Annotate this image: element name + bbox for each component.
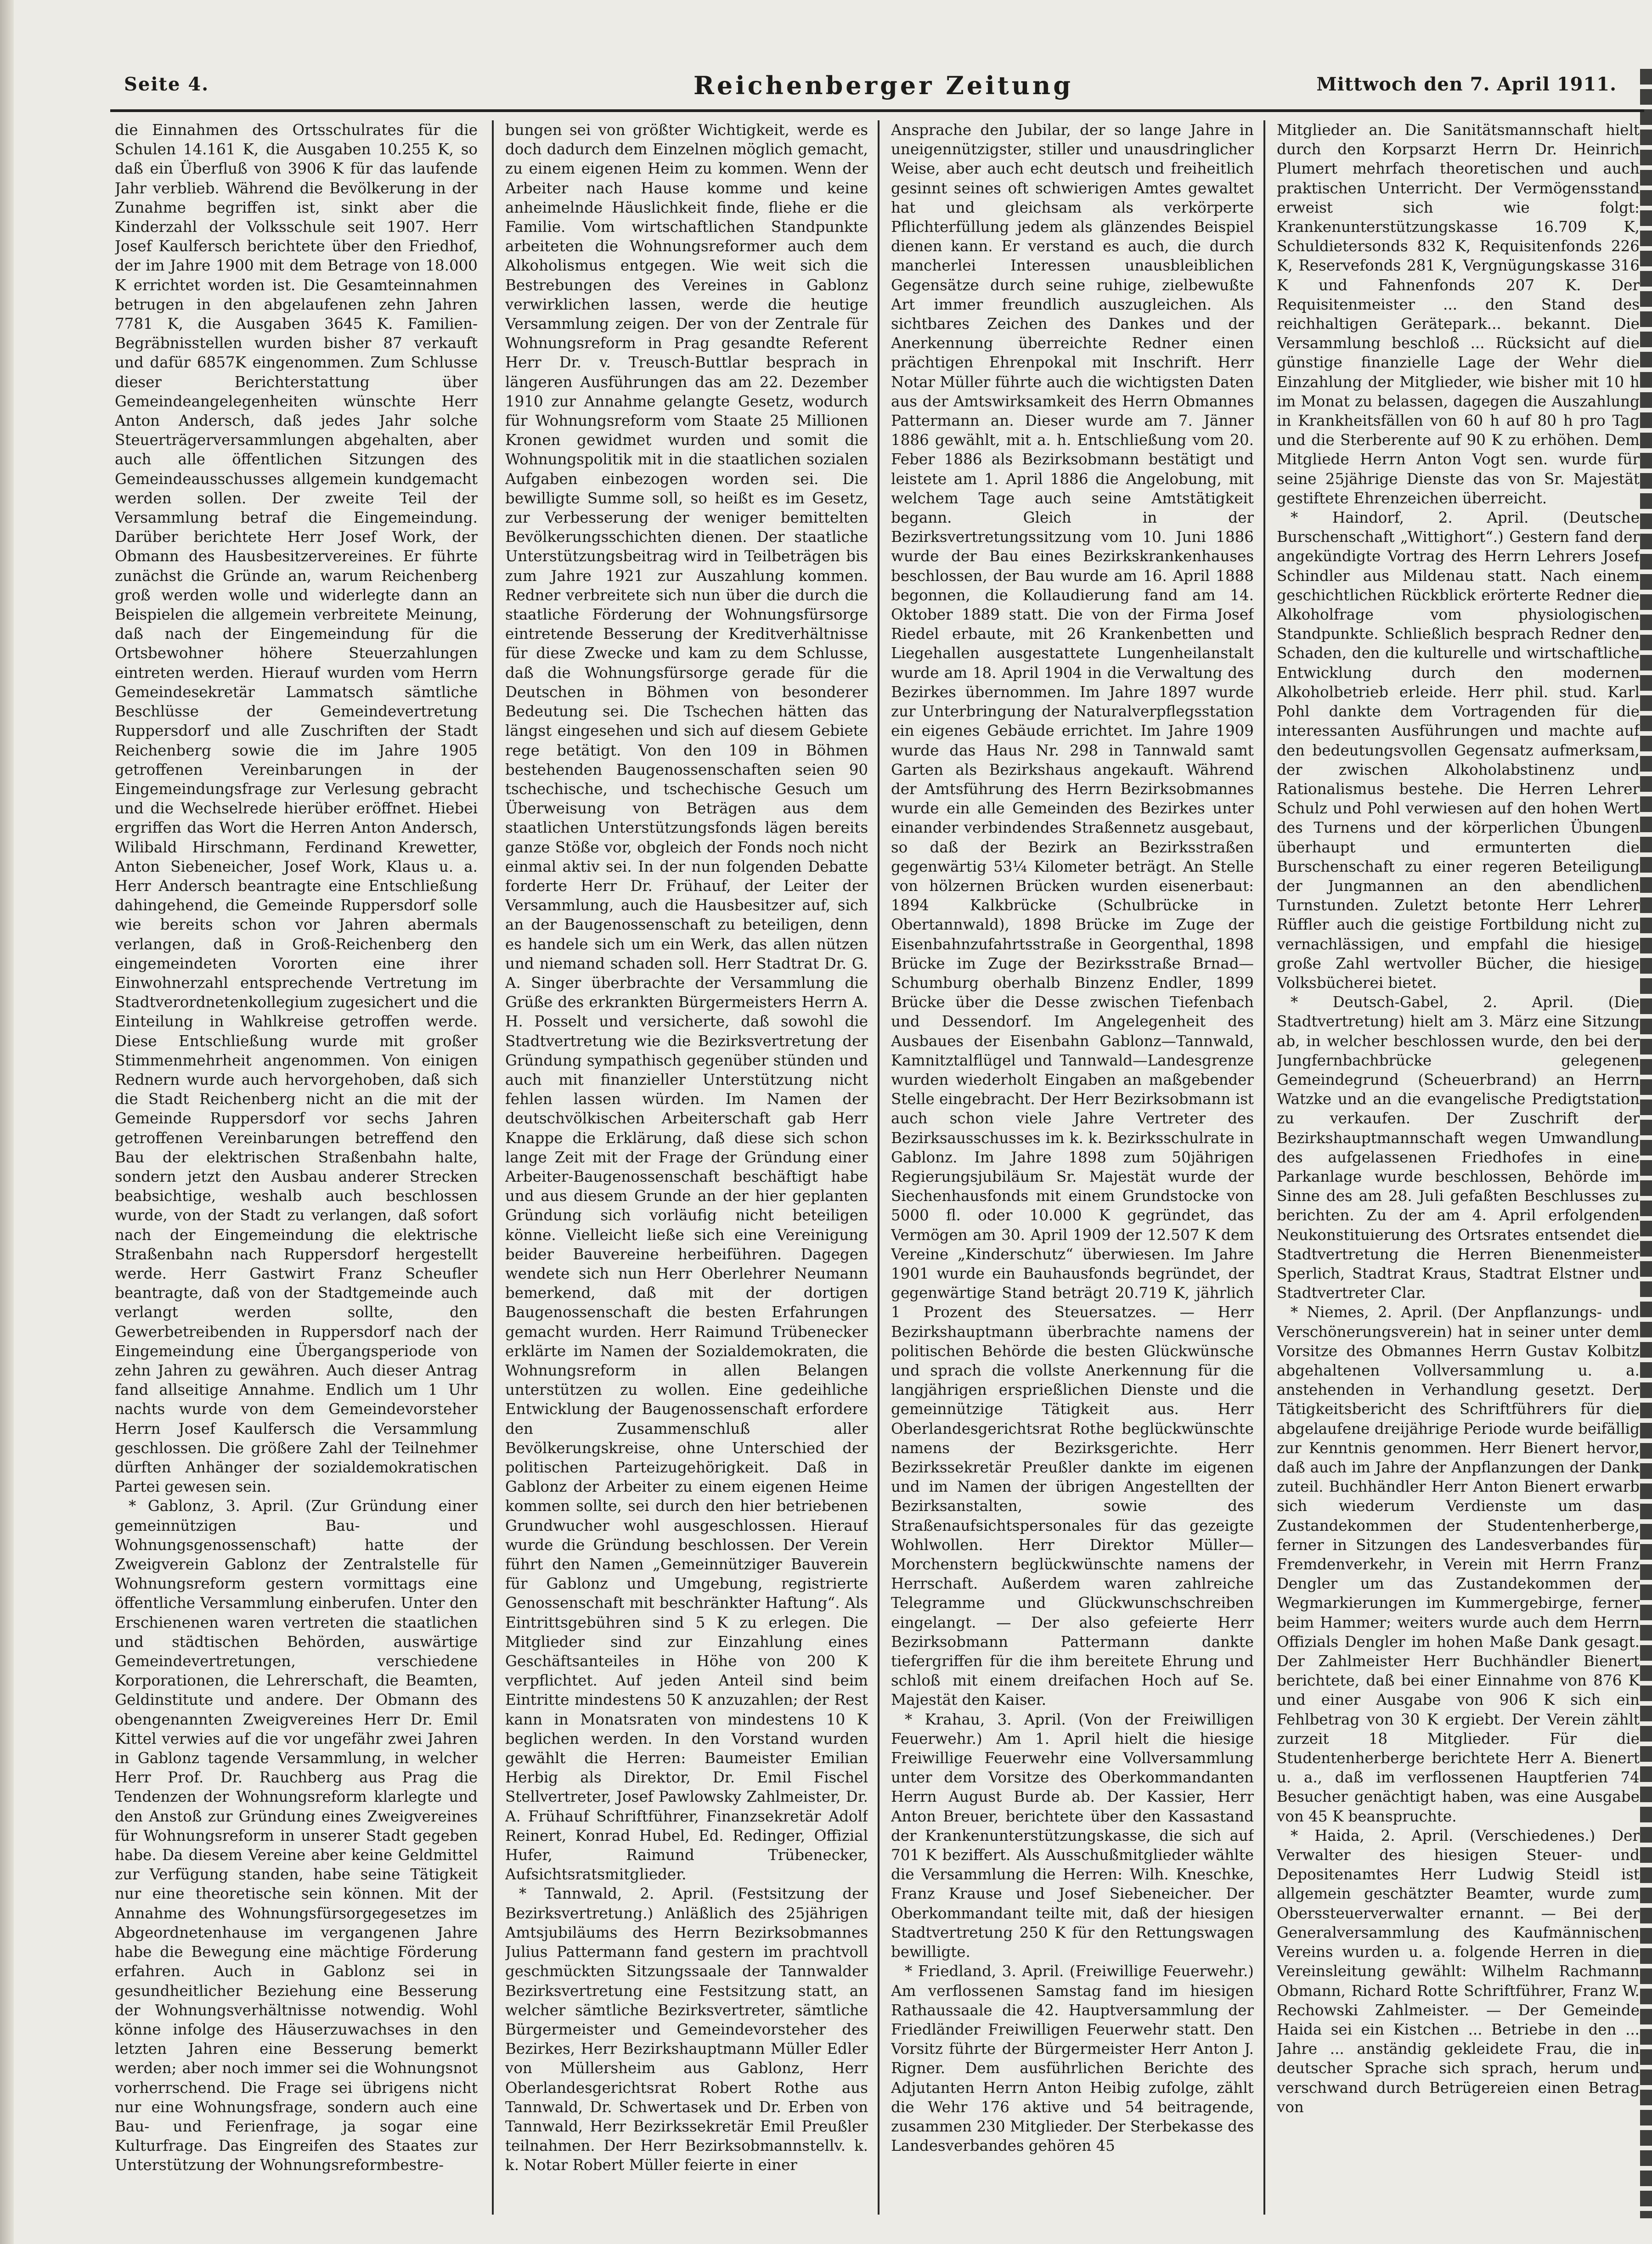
issue-date: Mittwoch den 7. April 1911. [1316,73,1617,95]
header-rule [110,109,1644,112]
paragraph: * Friedland, 3. April. (Freiwillige Feuerwehr.) Am verflossenen Samstag fand im hiesigen Rathaussaale die 42. Hauptversammlung der Friedländer Freiwilligen Feuerwehr statt. Den Vorsitz führte der Bürgermeister Herr Anton J. Rigner. Dem ausführlichen Berichte des Adjutanten Herrn Anton Heibig zufolge, zählt die Wehr 176 aktive und 54 beitragende, zusammen 230 Mitglieder. Der Sterbekasse des Landesverbandes gehören 45 [891,1962,1254,2155]
paragraph: Mitglieder an. Die Sanitätsmannschaft hielt durch den Korpsarzt Herrn Dr. Heinrich Plumert mehrfach theoretischen und auch praktischen Unterricht. Der Vermögensstand erweist sich wie folgt: Krankenunterstützungskasse 16.709 K, Schuldietersonds 832 K, Requisitenfonds 226 K, Reservefonds 281 K, Vergnügungskasse 316 K und Fahnenfonds 207 K. Der Requisitenmeister ... den Stand des reichhaltigen Gerätepark... bekannt. Die Versammlung beschloß ... Rücksicht auf die günstige finanzielle Lage der Wehr die Einzahlung der Mitglieder, wie bisher mit 10 h im Monat zu belassen, dagegen die Auszahlung in Krankheitsfällen von 60 h auf 80 h pro Tag und die Sterberente auf 90 K zu erhöhen. Dem Mitgliede Herrn Anton Vogt sen. wurde für seine 25jährige Dienste das von Sr. Majestät gestiftete Ehrenzeichen überreicht. [1277,121,1640,507]
paragraph: * Haida, 2. April. (Verschiedenes.) Der Verwalter des hiesigen Steuer- und Depositenamtes Herr Ludwig Steidl ist allgemein geschätzter Beamter, wurde zum Oberssteuerverwalter ernannt. — Bei der Generalversammlung des Kaufmännischen Vereins wurden u. a. folgende Herren in die Vereinsleitung gewählt: Wilhelm Rachmann Obmann, Richard Rotte Schriftführer, Franz W. Rechowski Zahlmeister. — Der Gemeinde Haida sei ein Kistchen ... Betriebe in den ... Jahre ... anständig gekleidete Frau, die in deutscher Sprache sich sprach, herum und verschwand durch Betrügereien einen Betrag von [1277,1827,1640,2116]
column-3 [891,120,1254,2215]
paragraph: die Einnahmen des Ortsschulrates für die Schulen 14.161 K, die Ausgaben 10.255 K, so daß ein Überfluß von 3906 K für das laufende Jahr verblieb. Während die Bevölkerung in der Zunahme begriffen ist, sinkt aber die Kinderzahl der Volksschule seit 1907. Herr Josef Kaulfersch berichtete über den Friedhof, der im Jahre 1900 mit dem Betrage von 18.000 K errichtet worden ist. Die Gesamteinnahmen betrugen in den abgelaufenen zehn Jahren 7781 K, die Ausgaben 3645 K. Familien-Begräbnisstellen wurden bisher 87 verkauft und dafür 6857K eingenommen. Zum Schlusse dieser Berichterstattung über Gemeindeangelegenheiten wünschte Herr Anton Andersch, daß jedes Jahr solche Steuerträgerversammlungen abgehalten, aber auch alle öffentlichen Sitzungen des Gemeindeausschusses allgemein kundgemacht werden sollen. Der zweite Teil der Versammlung betraf die Eingemeindung. Darüber berichtete Herr Josef Work, der Obmann des Hausbesitzervereines. Er führte zunächst die Gründe an, warum Reichenberg groß werden wolle und widerlegte dann an Beispielen die allgemein verbreitete Meinung, daß nach der Eingemeindung für die Ortsbewohner höhere Steuerzahlungen eintreten werden. Hierauf wurden vom Herrn Gemeindesekretär Lammatsch sämtliche Beschlüsse der Gemeindevertretung Ruppersdorf und alle Zuschriften der Stadt Reichenberg sowie die im Jahre 1905 getroffenen Vereinbarungen in der Eingemeindungsfrage zur Verlesung gebracht und die Wechselrede hierüber eröffnet. Hiebei ergriffen das Wort die Herren Anton Andersch, Wilibald Hirschmann, Ferdinand Krewetter, Anton Siebeneicher, Josef Work, Klaus u. a. Herr Andersch beantragte eine Entschließung dahingehend, die Gemeinde Ruppersdorf solle wie bereits schon vor Jahren abermals verlangen, daß in Groß-Reichenberg den eingemeindeten Vororten eine ihrer Einwohnerzahl entsprechende Vertretung im Stadtverordnetenkollegium zugesichert und die Einteilung in Wahlkreise getroffen werde. Diese Entschließung wurde mit großer Stimmenmehrheit angenommen. Von einigen Rednern wurde auch hervorgehoben, daß sich die Stadt Reichenberg nicht an die mit der Gemeinde Ruppersdorf vor sechs Jahren getroffenen Vereinbarungen betreffend den Bau der elektrischen Straßenbahn halte, sondern jetzt den Ausbau anderer Strecken beabsichtige, weshalb auch beschlossen wurde, von der Stadt zu verlangen, daß sofort nach der Eingemeindung die elektrische Straßenbahn nach Ruppersdorf hergestellt werde. Herr Gastwirt Franz Scheufler beantragte, daß von der Stadtgemeinde auch verlangt werden sollte, den Gewerbetreibenden in Ruppersdorf nach der Eingemeindung eine Übergangsperiode von zehn Jahren zu gewähren. Auch dieser Antrag fand allseitige Annahme. Endlich um 1 Uhr nachts wurde von dem Gemeindevorsteher Herrn Josef Kaulfersch die Versammlung geschlossen. Die größere Zahl der Teilnehmer dürften Anhänger der sozialdemokratischen Partei gewesen sein. [115,121,478,1496]
column-4 [1277,120,1640,2215]
paragraph: * Deutsch-Gabel, 2. April. (Die Stadtvertretung) hielt am 3. März eine Sitzung ab, in welcher beschlossen wurde, den bei der Jungfernbachbrücke gelegenen Gemeindegrund (Scheuerbrand) an Herrn Watzke und an die evangelische Predigtstation zu verkaufen. Der Zuschrift der Bezirkshauptmannschaft wegen Umwandlung des aufgelassenen Friedhofes in eine Parkanlage wurde beschlossen, Behörde im Sinne des am 28. Juli gefaßten Beschlusses zu berichten. Zu der am 4. April erfolgenden Neukonstituierung des Ortsrates entsendet die Stadtvertretung die Herren Bienenmeister Sperlich, Stadtrat Kraus, Stadtrat Elstner und Stadtvertreter Clar. [1277,993,1640,1302]
paragraph: * Haindorf, 2. April. (Deutsche Burschenschaft „Wittighort“.) Gestern fand der angekündigte Vortrag des Herrn Lehrers Josef Schindler aus Mildenau statt. Nach einem geschichtlichen Rückblick erörterte Redner die Alkoholfrage vom physiologischen Standpunkte. Schließlich besprach Redner den Schaden, den die kulturelle und wirtschaftliche Entwicklung durch den modernen Alkoholbetrieb erleide. Herr phil. stud. Karl Pohl dankte dem Vortragenden für die interessanten Ausführungen und machte auf den bedeutungsvollen Gegensatz aufmerksam, der zwischen Alkoholabstinenz und Rationalismus bestehe. Die Herren Lehrer Schulz und Pohl verwiesen auf den hohen Wert des Turnens und der körperlichen Übungen überhaupt und ermunterten die Burschenschaft zu einer regeren Beteiligung der Jungmannen an den abendlichen Turnstunden. Zuletzt betonte Herr Lehrer Rüffler auch die geistige Fortbildung nicht zu vernachlässigen, und empfahl die hiesige große Zahl wertvoller Bücher, die hiesige Volksbücherei bietet. [1277,509,1640,992]
paragraph: * Niemes, 2. April. (Der Anpflanzungs- und Verschönerungsverein) hat in seiner unter dem Vorsitze des Obmannes Herrn Gustav Kolbitz abgehaltenen Vollversammlung u. a. anstehenden in Verhandlung gesetzt. Der Tätigkeitsbericht des Schriftführers für die abgelaufene dreijährige Periode wurde beifällig zur Kenntnis genommen. Herr Bienert hervor, daß auch im Jahre der Anpflanzungen der Dank zuteil. Buchhändler Herr Anton Bienert erwarb sich wiederum Verdienste um das Zustandekommen der Studentenherberge, ferner in Sitzungen des Landesverbandes für Fremdenverkehr, in Verein mit Herrn Franz Dengler um das Zustandekommen der Wegmarkierungen im Kummergebirge, ferner beim Hammer; weiters wurde auch dem Herrn Offizials Dengler im hohen Maße Dank gesagt. Der Zahlmeister Herr Buchhändler Bienert berichtete, daß bei einer Einnahme von 876 K und einer Ausgabe von 906 K sich ein Fehlbetrag von 30 K ergiebt. Der Verein zählt zurzeit 18 Mitglieder. Für die Studentenherberge berichtete Herr A. Bienert u. a., daß im verflossenen Hauptferien 74 Besucher genächtigt haben, was eine Ausgabe von 45 K beanspruchte. [1277,1303,1640,1825]
page-header [110,69,1644,110]
paragraph: * Tannwald, 2. April. (Festsitzung der Bezirksvertretung.) Anläßlich des 25jährigen Amtsjubiläums des Herrn Bezirksobmannes Julius Pattermann fand gestern im prachtvoll geschmückten Sitzungssaale der Tannwalder Bezirksvertretung eine Festsitzung statt, an welcher sämtliche Bezirksvertreter, sämtliche Bürgermeister und Gemeindevorsteher des Bezirkes, Herr Bezirkshauptmann Müller Edler von Müllersheim aus Gablonz, Herr Oberlandesgerichtsrat Robert Rothe aus Tannwald, Dr. Schwertasek und Dr. Erben von Tannwald, Herr Bezirkssekretär Emil Preußler teilnahmen. Der Herr Bezirksobmannstellv. k. k. Notar Robert Müller feierte in einer [505,1885,868,2174]
column-divider [1263,120,1265,2215]
paragraph: * Gablonz, 3. April. (Zur Gründung einer gemeinnützigen Bau- und Wohnungsgenossenschaft) hatte der Zweigverein Gablonz der Zentralstelle für Wohnungsreform gestern vormittags eine öffentliche Versammlung einberufen. Unter den Erschienenen waren vertreten die staatlichen und städtischen Behörden, auswärtige Gemeindevertretungen, verschiedene Korporationen, die Lehrerschaft, die Beamten, Geldinstitute und andere. Der Obmann des obengenannten Zweigvereines Herr Dr. Emil Kittel verwies auf die vor ungefähr zwei Jahren in Gablonz tagende Versammlung, in welcher Herr Prof. Dr. Rauchberg aus Prag die Tendenzen der Wohnungsreform klarlegte und den Anstoß zur Gründung eines Zweigvereines für Wohnungsreform in unserer Stadt gegeben habe. Da diesem Vereine aber keine Geldmittel zur Verfügung standen, habe seine Tätigkeit nur eine theoretische sein können. Mit der Annahme des Wohnungsfürsorgegesetzes im Abgeordnetenhause im vergangenen Jahre habe die Bewegung eine mächtige Förderung erfahren. Auch in Gablonz sei in gesundheitlicher Beziehung eine Besserung der Wohnungsverhältnisse notwendig. Wohl könne infolge des Häuserzuwachses in den letzten Jahren eine Besserung bemerkt werden; aber noch immer sei die Wohnungsnot vorherrschend. Die Frage sei übrigens nicht nur eine Wohnungsfrage, sondern auch eine Bau- und Ferienfrage, ja sogar eine Kulturfrage. Das Eingreifen des Staates zur Unterstützung der Wohnungsreformbestre- [115,1497,478,2174]
adjacent-page-edge [1640,69,1652,2218]
paragraph: * Krahau, 3. April. (Von der Freiwilligen Feuerwehr.) Am 1. April hielt die hiesige Freiwillige Feuerwehr eine Vollversammlung unter dem Vorsitze des Oberkommandanten Herrn August Burde ab. Der Kassier, Herr Anton Breuer, berichtete über den Kassastand der Krankenunterstützungskasse, die sich auf 701 K beziffert. Als Ausschußmitglieder wählte die Versammlung die Herren: Wilh. Kneschke, Franz Krause und Josef Siebeneicher. Der Oberkommandant teilte mit, daß der hiesigen Stadtvertretung 250 K für den Rettungswagen bewilligte. [891,1710,1254,1961]
paragraph: Ansprache den Jubilar, der so lange Jahre in uneigennützigster, stiller und unausdringlicher Weise, aber auch echt deutsch und freiheitlich gesinnt seines oft schwierigen Amtes gewaltet hat und gleichsam als verkörperte Pflichterfüllung jedem als glänzendes Beispiel dienen kann. Er verstand es auch, die durch mancherlei Interessen unausbleiblichen Gegensätze durch seine ruhige, zielbewußte Art immer freundlich auszugleichen. Als sichtbares Zeichen des Dankes und der Anerkennung überreichte Redner einen prächtigen Ehrenpokal mit Inschrift. Herr Notar Müller führte auch die wichtigsten Daten aus der Amtswirksamkeit des Herrn Obmannes Pattermann an. Dieser wurde am 7. Jänner 1886 gewählt, mit a. h. Entschließung vom 20. Feber 1886 als Bezirksobmann bestätigt und leistete am 1. April 1886 die Angelobung, mit welchem Tage auch seine Amtstätigkeit begann. Gleich in der Bezirksvertretungssitzung vom 10. Juni 1886 wurde der Bau eines Bezirkskrankenhauses beschlossen, der Bau wurde am 16. April 1888 begonnen, die Kollaudierung fand am 14. Oktober 1889 statt. Die von der Firma Josef Riedel erbaute, mit 26 Krankenbetten und Liegehallen ausgestattete Lungenheilanstalt wurde am 18. April 1904 in die Verwaltung des Bezirkes übernommen. Im Jahre 1897 wurde zur Unterbringung der Naturalverpflegsstation ein eigenes Gebäude errichtet. Im Jahre 1909 wurde das Haus Nr. 298 in Tannwald samt Garten als Bezirkshaus angekauft. Während der Amtsführung des Herrn Bezirksobmannes wurde ein alle Gemeinden des Bezirkes unter einander verbindendes Straßennetz ausgebaut, so daß der Bezirk an Bezirksstraßen gegenwärtig 53¼ Kilometer beträgt. An Stelle von hölzernen Brücken wurden eisenerbaut: 1894 Kalkbrücke (Schulbrücke in Obertannwald), 1898 Brücke im Zuge der Eisenbahnzufahrtsstraße in Georgenthal, 1898 Brücke im Zuge der Bezirksstraße Brnad—Schumburg oberhalb Binzenz Endler, 1899 Brücke über die Desse zwischen Tiefenbach und Dessendorf. Im Angelegenheit des Ausbaues der Eisenbahn Gablonz—Tannwald, Kamnitztalflügel und Tannwald—Landesgrenze wurden wiederholt Eingaben an maßgebender Stelle eingebracht. Der Herr Bezirksobmann ist auch schon viele Jahre Vertreter des Bezirksausschusses im k. k. Bezirksschulrate in Gablonz. Im Jahre 1898 zum 50jährigen Regierungsjubiläum Sr. Majestät wurde der Siechenhausfonds mit einem Grundstocke von 5000 fl. oder 10.000 K gegründet, das Vermögen am 30. April 1909 der 12.507 K dem Vereine „Kinderschutz“ überwiesen. Im Jahre 1901 wurde ein Bauhausfonds begründet, der gegenwärtige Stand beträgt 20.719 K, jährlich 1 Prozent des Steuersatzes. — Herr Bezirkshauptmann überbrachte namens der politischen Behörde die besten Glückwünsche und sprach die vollste Anerkennung für die langjährigen ersprießlichen Dienste und die gemeinnützige Tätigkeit aus. Herr Oberlandesgerichtsrat Rothe beglückwünschte namens der Bezirksgerichte. Herr Bezirkssekretär Preußler dankte im eigenen und im Namen der übrigen Angestellten der Bezirksanstalten, sowie des Straßenaufsichtspersonales für das gezeigte Wohlwollen. Herr Direktor Müller—Morchenstern beglückwünschte namens der Herrschaft. Außerdem waren zahlreiche Telegramme und Glückwunschschreiben eingelangt. — Der also gefeierte Herr Bezirksobmann Pattermann dankte tiefergriffen für die ihm bereitete Ehrung und schloß mit einem dreifachen Hoch auf Se. Majestät den Kaiser. [891,121,1254,1709]
newspaper-title: Reichenberger Zeitung [694,71,1073,100]
column-divider [878,120,880,2215]
column-2 [505,120,868,2215]
article-columns [115,120,1644,2215]
column-divider [492,120,494,2215]
paragraph: bungen sei von größter Wichtigkeit, werde es doch dadurch dem Einzelnen möglich gemacht, zu einem eigenen Heim zu kommen. Wenn der Arbeiter nach Hause komme und keine anheimelnde Häuslichkeit finde, fliehe er die Familie. Vom wirtschaftlichen Standpunkte arbeiteten die Wohnungsreformer auch dem Alkoholismus entgegen. Wie weit sich die Bestrebungen des Vereines in Gablonz verwirklichen lassen, werde die heutige Versammlung zeigen. Der von der Zentrale für Wohnungsreform in Prag gesandte Referent Herr Dr. v. Treusch-Buttlar besprach in längeren Ausführungen das am 22. Dezember 1910 zur Annahme gelangte Gesetz, wodurch für Wohnungsreform vom Staate 25 Millionen Kronen gewidmet wurden und somit die Wohnungspolitik mit in die staatlichen sozialen Aufgaben einbezogen worden sei. Die bewilligte Summe soll, so heißt es im Gesetz, zur Verbesserung der weniger bemittelten Bevölkerungsschichten dienen. Der staatliche Unterstützungsbeitrag wird in Teilbeträgen bis zum Jahre 1921 zur Auszahlung kommen. Redner verbreitete sich nun über die durch die staatliche Förderung der Wohnungsfürsorge eintretende Besserung der Kreditverhältnisse für diese Zwecke und kam zu dem Schlusse, daß die Wohnungsfürsorge gerade für die Deutschen in Böhmen von besonderer Bedeutung sei. Die Tschechen hätten das längst eingesehen und sich auf diesem Gebiete rege betätigt. Von den 109 in Böhmen bestehenden Baugenossenschaften seien 90 tschechische, und tschechische Gesuch um Überweisung von Beträgen aus dem staatlichen Unterstützungsfonds lägen bereits ganze Stöße vor, obgleich der Fonds noch nicht einmal aktiv sei. In der nun folgenden Debatte forderte Herr Dr. Frühauf, der Leiter der Versammlung, auch die Hausbesitzer auf, sich an der Baugenossenschaft zu beteiligen, denn es handele sich um ein Werk, das allen nützen und niemand schaden soll. Herr Stadtrat Dr. G. A. Singer überbrachte der Versammlung die Grüße des erkrankten Bürgermeisters Herrn A. H. Posselt und versicherte, daß sowohl die Stadtvertretung wie die Bezirksvertretung der Gründung sympathisch gegenüber stünden und auch mit finanzieller Unterstützung nicht fehlen lassen würden. Im Namen der deutschvölkischen Arbeiterschaft gab Herr Knappe die Erklärung, daß diese sich schon lange Zeit mit der Frage der Gründung einer Arbeiter-Baugenossenschaft beschäftigt habe und aus diesem Grunde an der hier geplanten Gründung sich vorläufig nicht beteiligen könne. Vielleicht ließe sich eine Vereinigung beider Bauvereine herbeiführen. Dagegen wendete sich nun Herr Oberlehrer Neumann bemerkend, daß mit der dortigen Baugenossenschaft die besten Erfahrungen gemacht wurden. Herr Raimund Trübenecker erklärte im Namen der Sozialdemokraten, die Wohnungsreform in allen Belangen unterstützen zu wollen. Eine gedeihliche Entwicklung der Baugenossenschaft erfordere den Zusammenschluß aller Bevölkerungskreise, ohne Unterschied der politischen Parteizugehörigkeit. Daß in Gablonz der Arbeiter zu einem eigenen Heime kommen sollte, sei durch den hier betriebenen Grundwucher wohl ausgeschlossen. Hierauf wurde die Gründung beschlossen. Der Verein führt den Namen „Gemeinnütziger Bauverein für Gablonz und Umgebung, registrierte Genossenschaft mit beschränkter Haftung“. Als Eintrittsgebühren sind 5 K zu erlegen. Die Mitglieder sind zur Einzahlung eines Geschäftsanteiles in Höhe von 200 K verpflichtet. Auf jeden Anteil sind beim Eintritte mindestens 50 K anzuzahlen; der Rest kann in Monatsraten von mindestens 10 K beglichen werden. In den Vorstand wurden gewählt die Herren: Baumeister Emilian Herbig als Direktor, Dr. Emil Fischel Stellvertreter, Josef Pawlowsky Zahlmeister, Dr. A. Frühauf Schriftführer, Finanzsekretär Adolf Reinert, Konrad Hubel, Ed. Redinger, Offizial Hufer, Raimund Trübenecker, Aufsichtsratsmitglieder. [505,121,868,1883]
page-number: Seite 4. [124,73,209,95]
column-1 [115,120,478,2215]
page-fold-shadow [0,0,14,2244]
